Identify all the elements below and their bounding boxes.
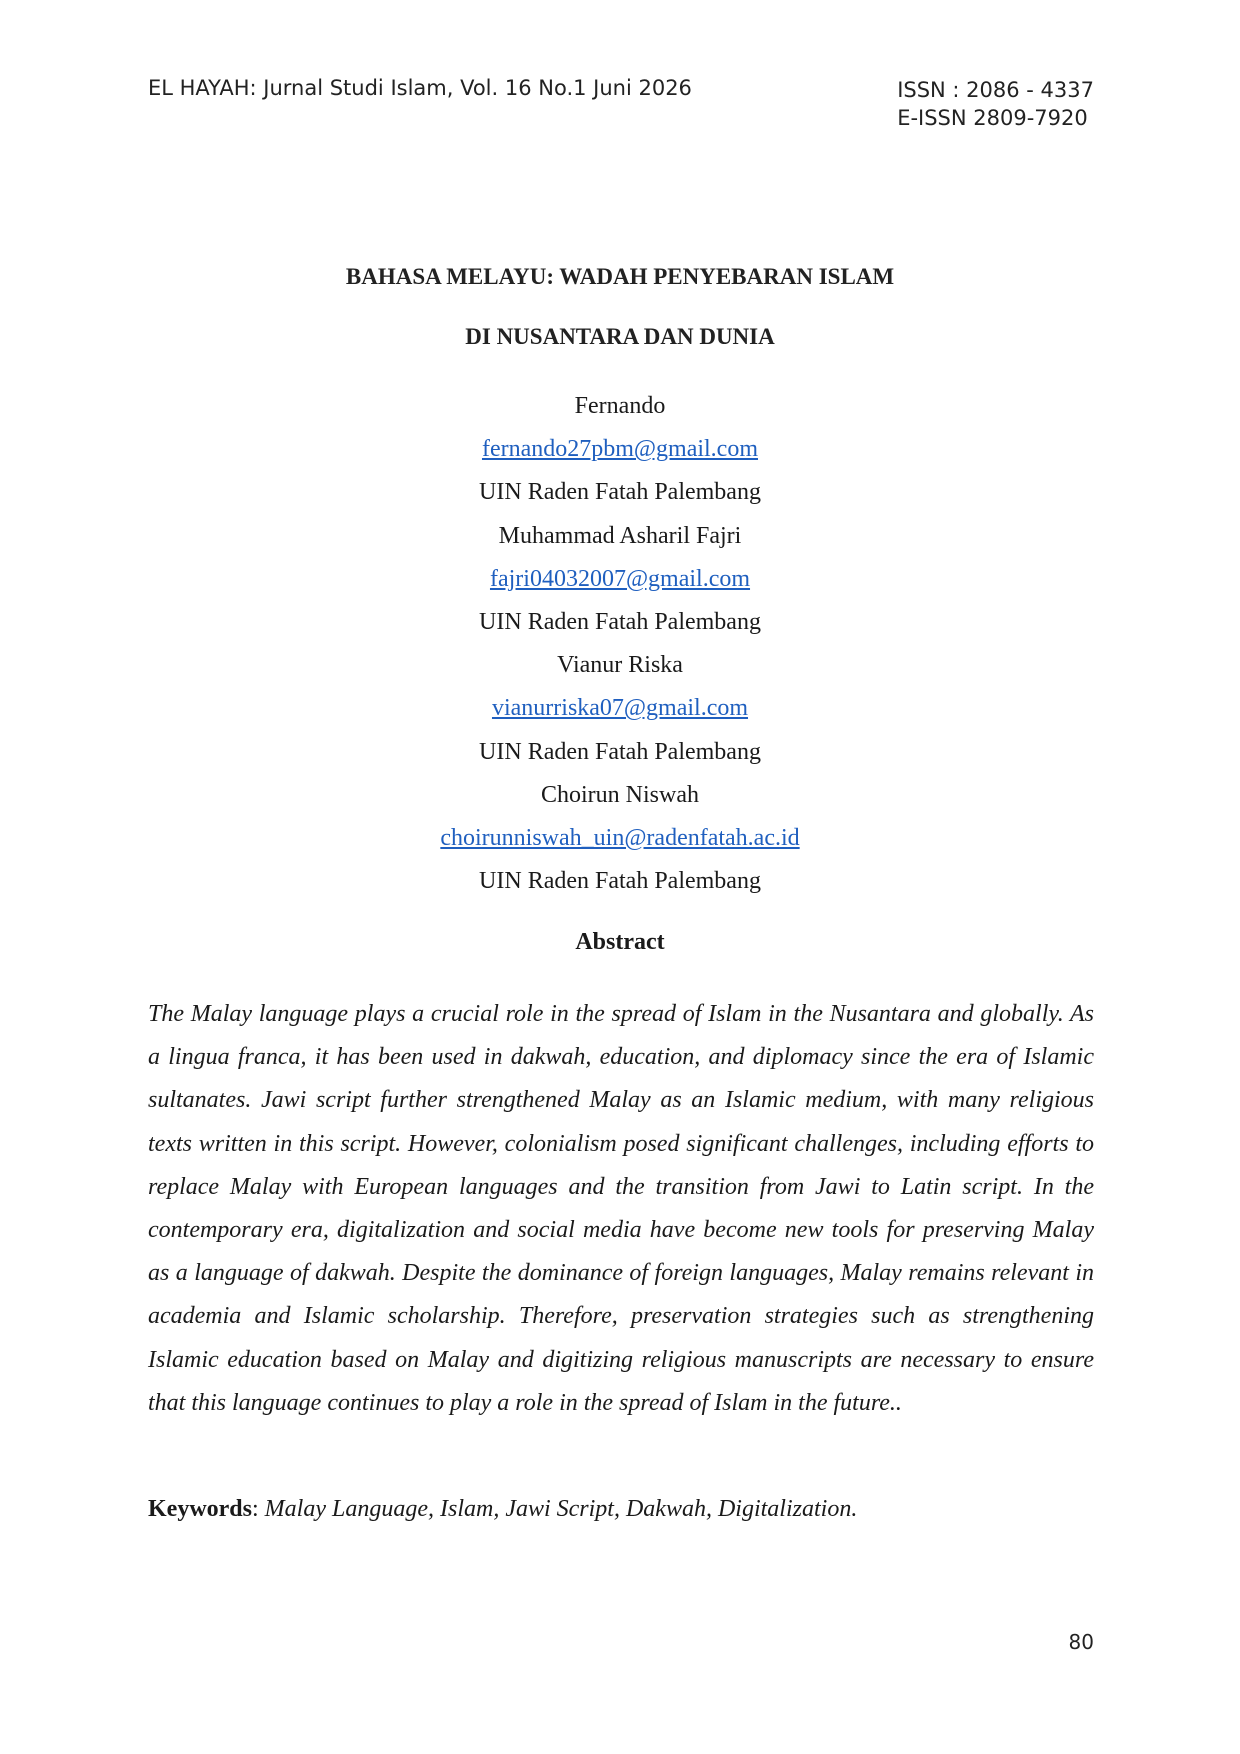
author-affiliation: UIN Raden Fatah Palembang bbox=[479, 868, 761, 895]
author-name: Muhammad Asharil Fajri bbox=[498, 522, 742, 549]
author-email-link[interactable]: choirunniswah_uin@radenfatah.ac.id bbox=[440, 825, 800, 852]
issn-block bbox=[897, 76, 1094, 132]
author-affiliation: UIN Raden Fatah Palembang bbox=[479, 738, 761, 765]
author-name: Vianur Riska bbox=[557, 652, 683, 679]
keywords-separator: : bbox=[252, 1496, 265, 1522]
author-affiliation: UIN Raden Fatah Palembang bbox=[479, 479, 761, 506]
author-email-link[interactable]: vianurriska07@gmail.com bbox=[491, 695, 749, 722]
author-email-link[interactable]: fernando27pbm@gmail.com bbox=[481, 436, 759, 463]
eissn: E-ISSN 2809-7920 bbox=[897, 106, 1088, 130]
author-affiliation: UIN Raden Fatah Palembang bbox=[479, 609, 761, 636]
author-email-link[interactable]: fajri04032007@gmail.com bbox=[489, 565, 751, 592]
keywords-label: Keywords bbox=[148, 1496, 252, 1522]
author-list bbox=[0, 385, 1240, 903]
journal-header: EL HAYAH: Jurnal Studi Islam, Vol. 16 No.1 Juni 2026 bbox=[148, 76, 692, 100]
author-name: Choirun Niswah bbox=[541, 781, 699, 808]
abstract-text: The Malay language plays a crucial role in the spread of Islam in the Nusantara and globally. As a lingua franca, it has been used in dakwah, education, and diplomacy since the era of Islamic sultanates. Jawi script further strengthened Malay as an Islamic medium, with many religious texts written in this script. However, colonialism posed significant challenges, including efforts to replace Malay with European languages and the transition from Jawi to Latin script. In the contemporary era, digitalization and social media have become new tools for preserving Malay as a language of dakwah. Despite the dominance of foreign languages, Malay remains relevant in academia and Islamic scholarship. Therefore, preservation strategies such as strengthening Islamic education based on Malay and digitizing religious manuscripts are necessary to ensure that this language continues to play a role in the spread of Islam in the future.. bbox=[148, 1001, 1094, 1416]
keywords-line bbox=[148, 1496, 1094, 1523]
issn: ISSN : 2086 - 4337 bbox=[897, 78, 1094, 102]
title-line-2: DI NUSANTARA DAN DUNIA bbox=[465, 324, 775, 349]
page-number: 80 bbox=[1068, 1630, 1094, 1654]
keywords-list: Malay Language, Islam, Jawi Script, Dakwah, Digitalization. bbox=[264, 1496, 858, 1522]
author-name: Fernando bbox=[574, 393, 666, 419]
abstract-heading: Abstract bbox=[575, 929, 665, 955]
title-line-1: BAHASA MELAYU: WADAH PENYEBARAN ISLAM bbox=[345, 264, 895, 289]
